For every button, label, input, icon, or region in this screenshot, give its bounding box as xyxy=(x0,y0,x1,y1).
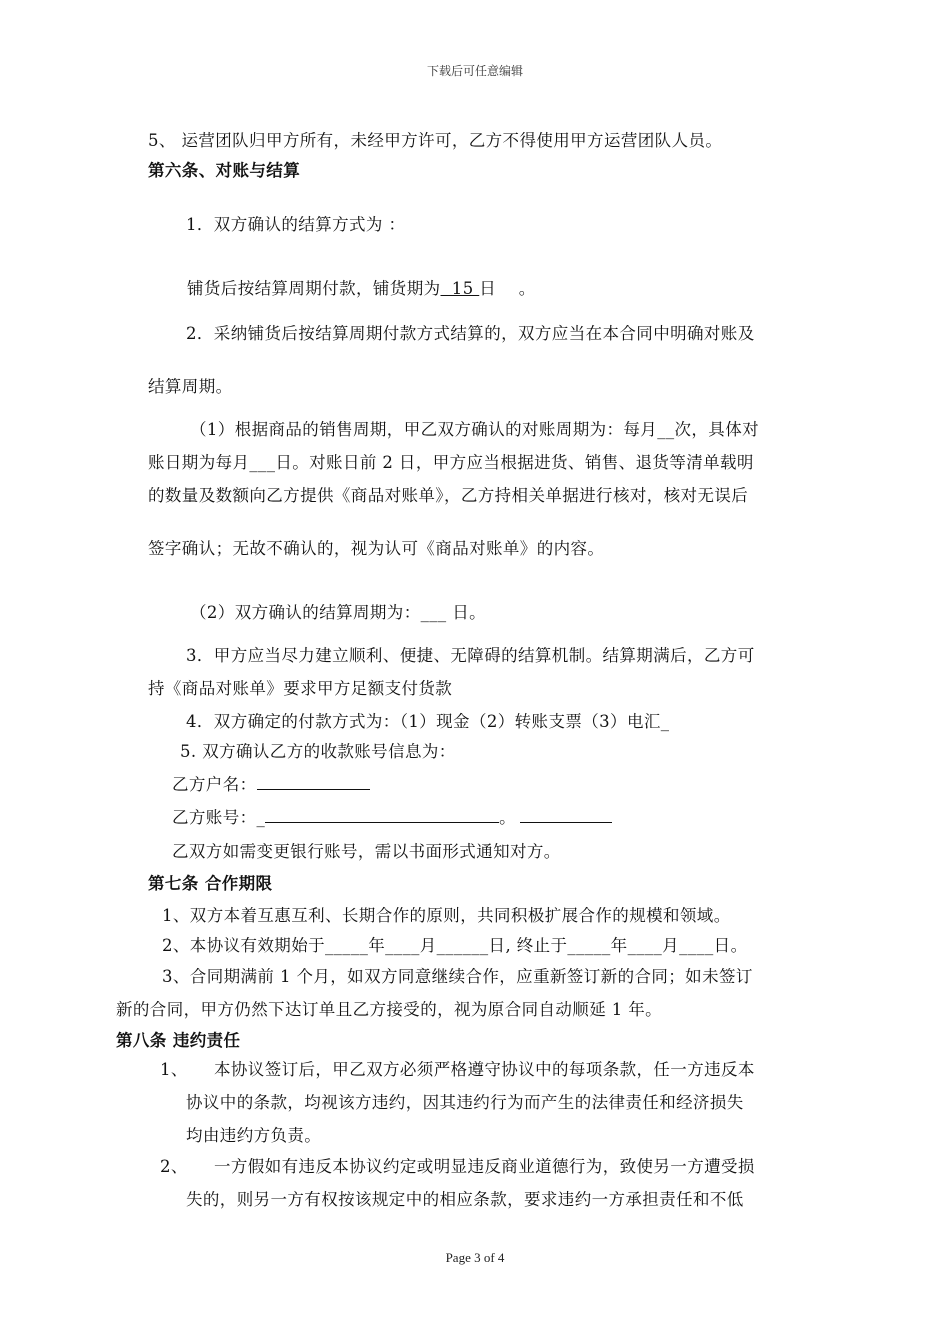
article-6-item-5: 5. 双方确认乙方的收款账号信息为： xyxy=(180,742,456,761)
article-6-item-2-2: （2）双方确认的结算周期为：___ 日。 xyxy=(190,603,486,622)
clause-5: 5、 运营团队归甲方所有，未经甲方许可，乙方不得使用甲方运营团队人员。 xyxy=(148,131,723,150)
account-number-blank xyxy=(265,806,499,823)
article-6-item-2-1-line-2: 账日期为每月___日。对账日前 2 日，甲方应当根据进货、销售、退货等清单载明 xyxy=(148,453,754,472)
page-footer: Page 3 of 4 xyxy=(445,1250,505,1265)
account-name-blank xyxy=(257,773,370,790)
article-6-item-2-1-line-3: 的数量及数额向乙方提供《商品对账单》，乙方持相关单据进行核对，核对无误后 xyxy=(148,486,749,505)
account-number-separator: 。 xyxy=(499,808,517,827)
bank-change-note: 乙双方如需变更银行账号，需以书面形式通知对方。 xyxy=(172,842,561,861)
payment-terms-suffix: 日 。 xyxy=(479,279,536,298)
article-8-item-2-number: 2、 xyxy=(160,1157,188,1176)
article-8-item-1-line-3: 均由违约方负责。 xyxy=(186,1126,322,1145)
account-name-label: 乙方户名： xyxy=(172,775,257,794)
article-6-item-2-line-2: 结算周期。 xyxy=(148,377,233,396)
article-6-item-2-1-line-4: 签字确认；无故不确认的，视为认可《商品对账单》的内容。 xyxy=(148,539,605,558)
article-6-item-1: 1．双方确认的结算方式为 ： xyxy=(186,215,406,234)
article-6-heading: 第六条、对账与结算 xyxy=(148,161,301,180)
article-6-item-3-line-1: 3．甲方应当尽力建立顺利、便捷、无障碍的结算机制。结算期满后，乙方可 xyxy=(186,646,755,665)
article-8-item-1-line-1: 本协议签订后，甲乙双方必须严格遵守协议中的每项条款，任一方违反本 xyxy=(214,1060,755,1079)
article-7-heading: 第七条 合作期限 xyxy=(148,874,273,893)
article-6-payment-terms xyxy=(187,275,536,299)
account-name-line xyxy=(172,771,370,795)
page-header: 下载后可任意编辑 xyxy=(426,64,523,78)
article-8-heading: 第八条 违约责任 xyxy=(116,1031,241,1050)
article-8-item-1-line-2: 协议中的条款，均视该方违约，因其违约行为而产生的法律责任和经济损失 xyxy=(186,1093,744,1112)
article-6-item-2-1-line-1: （1）根据商品的销售周期，甲乙双方确认的对账周期为：每月__次，具体对 xyxy=(190,420,759,439)
article-6-item-4: 4．双方确定的付款方式为：（1）现金（2）转账支票（3）电汇_ xyxy=(186,712,670,731)
payment-terms-days: 15 xyxy=(440,279,480,298)
article-7-item-3-line-2: 新的合同，甲方仍然下达订单且乙方接受的，视为原合同自动顺延 1 年。 xyxy=(116,1000,663,1019)
article-7-item-2: 2、本协议有效期始于_____年____月______日, 终止于_____年____月____日。 xyxy=(162,936,748,955)
article-8-item-2-line-1: 一方假如有违反本协议约定或明显违反商业道德行为，致使另一方遭受损 xyxy=(214,1157,755,1176)
account-bank-blank xyxy=(520,806,612,823)
article-6-item-2-line-1: 2．采纳铺货后按结算周期付款方式结算的，双方应当在本合同中明确对账及 xyxy=(186,324,755,343)
article-8-item-2-line-2: 失的，则另一方有权按该规定中的相应条款，要求违约一方承担责任和不低 xyxy=(186,1190,744,1209)
payment-terms-prefix: 铺货后按结算周期付款，铺货期为 xyxy=(187,279,441,298)
article-7-item-1: 1、双方本着互惠互利、长期合作的原则，共同积极扩展合作的规模和领域。 xyxy=(162,906,731,925)
article-6-item-3-line-2: 持《商品对账单》要求甲方足额支付货款 xyxy=(148,679,453,698)
account-number-label: 乙方账号：_ xyxy=(172,808,266,827)
article-8-item-1-number: 1、 xyxy=(160,1060,188,1079)
account-number-line xyxy=(172,804,612,828)
article-7-item-3-line-1: 3、合同期满前 1 个月，如双方同意继续合作，应重新签订新的合同；如未签订 xyxy=(162,967,753,986)
